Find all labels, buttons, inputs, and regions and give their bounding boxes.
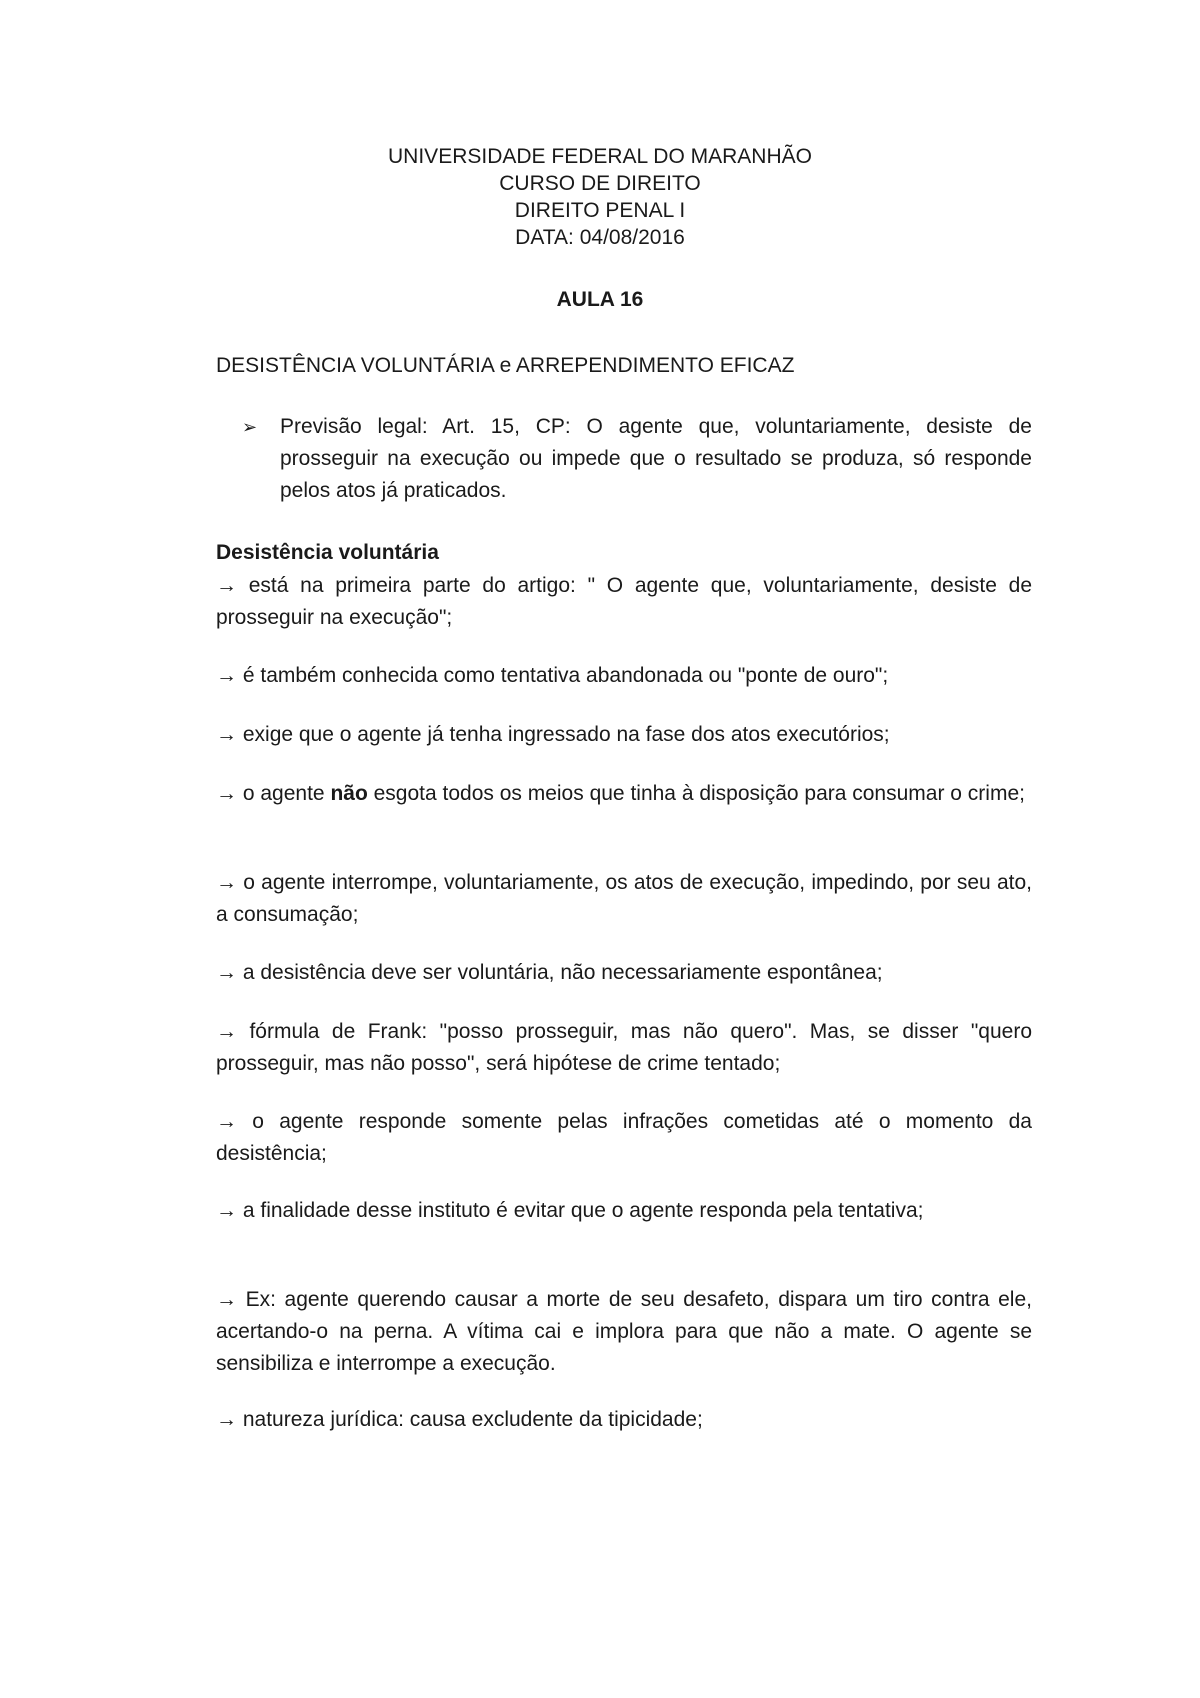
list-item: → o agente não esgota todos os meios que tinha à disposição para consumar o crime; — [216, 782, 1025, 805]
arrow-icon: → — [216, 961, 237, 984]
university-name: UNIVERSIDADE FEDERAL DO MARANHÃO — [388, 145, 812, 168]
list-item: → a finalidade desse instituto é evitar que o agente responda pela tentativa; — [216, 1199, 924, 1222]
subject-name: DIREITO PENAL I — [514, 199, 686, 222]
list-item: → exige que o agente já tenha ingressado na fase dos atos executórios; — [216, 723, 890, 746]
course-name: CURSO DE DIREITO — [499, 172, 701, 195]
arrow-icon: → — [216, 1408, 237, 1431]
list-item: → natureza jurídica: causa excludente da tipicidade; — [216, 1408, 703, 1431]
list-item: → o agente responde somente pelas infrações cometidas até o momento da desistência; — [216, 1110, 1032, 1165]
arrow-icon: → — [216, 574, 237, 597]
arrow-icon: → — [216, 1288, 237, 1311]
arrow-icon: → — [216, 664, 237, 687]
list-item: → fórmula de Frank: "posso prosseguir, mas não quero". Mas, se disser "quero prosseguir, mas não posso", será hipótese de crime tentado; — [216, 1020, 1032, 1075]
legal-provision-bullet — [242, 411, 1032, 507]
list-item: → a desistência deve ser voluntária, não necessariamente espontânea; — [216, 961, 883, 984]
list-item: → está na primeira parte do artigo: " O agente que, voluntariamente, desiste de prosseguir na execução"; — [216, 574, 1032, 629]
section-title: Desistência voluntária — [216, 541, 439, 564]
document-header — [0, 143, 1200, 251]
arrow-icon: → — [216, 1199, 237, 1222]
arrowhead-bullet-icon: ➢ — [242, 417, 258, 437]
list-item: → é também conhecida como tentativa abandonada ou "ponte de ouro"; — [216, 664, 889, 687]
emphasis-text: não — [330, 782, 368, 805]
legal-provision-text: Previsão legal: Art. 15, CP: O agente que, voluntariamente, desiste de prosseguir na execução ou impede que o resultado se produza, só responde pelos atos já praticados. — [280, 415, 1032, 502]
list-item: → o agente interrompe, voluntariamente, os atos de execução, impedindo, por seu ato, a consumação; — [216, 871, 1032, 926]
arrow-icon: → — [216, 782, 237, 805]
lesson-date: DATA: 04/08/2016 — [515, 226, 685, 249]
topic-title: DESISTÊNCIA VOLUNTÁRIA e ARREPENDIMENTO EFICAZ — [216, 354, 795, 377]
arrow-icon: → — [216, 1110, 237, 1133]
arrow-icon: → — [216, 871, 237, 894]
arrow-icon: → — [216, 1020, 237, 1043]
list-item: → Ex: agente querendo causar a morte de seu desafeto, dispara um tiro contra ele, acertando-o na perna. A vítima cai e implora para que não a mate. O agente se sensibiliza e interrompe a execução. — [216, 1288, 1032, 1375]
arrow-icon: → — [216, 723, 237, 746]
lesson-title: AULA 16 — [556, 288, 644, 311]
